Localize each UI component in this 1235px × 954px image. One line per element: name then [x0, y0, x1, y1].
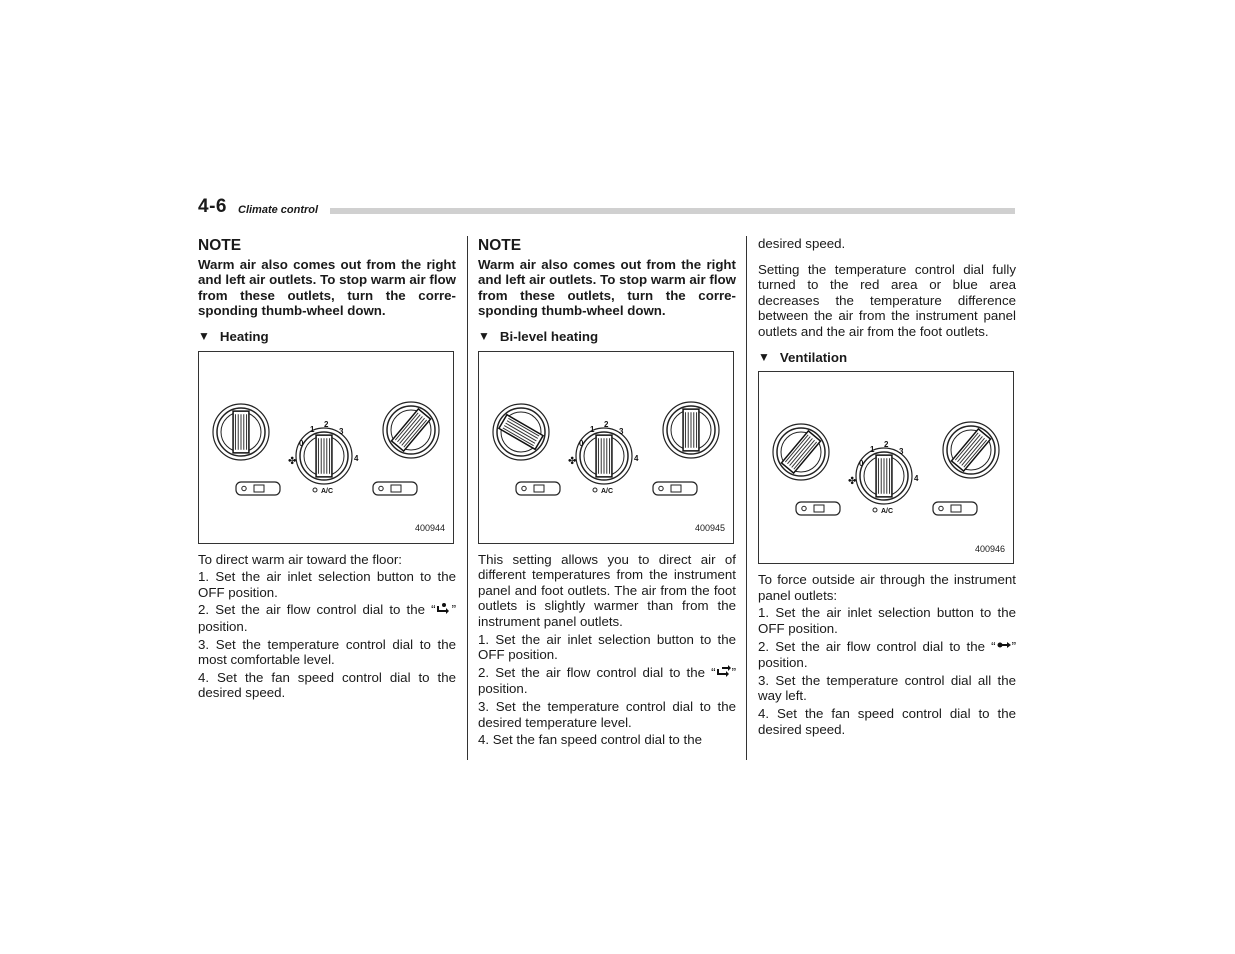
fan-speed-label: 0 — [299, 438, 304, 448]
airflow-control-dial — [493, 404, 549, 460]
ac-indicator-icon — [313, 488, 317, 492]
page-number: 4-6 — [198, 196, 227, 217]
figure-id: 400945 — [694, 522, 725, 533]
vent-airflow-icon — [996, 639, 1012, 656]
temperature-control-dial — [663, 402, 719, 458]
note-text: Warm air also comes out from the right and left air outlets. To stop warm air flow from these outlets, turn the corre-sponding thumb-wheel down. — [478, 256, 736, 319]
fan-speed-label: 1 — [590, 424, 595, 434]
airflow-control-dial — [213, 404, 269, 460]
step-4: 4. Set the fan speed control dial to the desired speed. — [758, 705, 1016, 737]
step-3: 3. Set the temperature control dial to the most comfortable level. — [198, 636, 456, 668]
column-divider-2 — [746, 236, 747, 760]
figure-heating-panel — [198, 351, 454, 544]
temperature-control-dial — [383, 402, 439, 458]
intro-text: To direct warm air toward the floor: — [198, 551, 402, 567]
step-1: 1. Set the air inlet selection button to the OFF position. — [478, 631, 736, 663]
fan-speed-label: 1 — [310, 424, 315, 434]
bilevel-airflow-icon — [716, 665, 732, 682]
step-2: 2. Set the air flow control dial to the “ ” position. — [478, 664, 736, 697]
heading-heating — [198, 329, 456, 345]
step-4: 4. Set the fan speed control dial to the — [478, 732, 702, 748]
step-1: 1. Set the air inlet selection button to the OFF position. — [758, 605, 1016, 636]
heading-label: Heating — [219, 328, 269, 344]
fan-speed-label: 4 — [914, 474, 919, 484]
rear-defogger-button — [516, 482, 560, 495]
step-3: 3. Set the temperature control dial all the way left. — [758, 672, 1016, 704]
fan-speed-label: 3 — [899, 447, 904, 457]
fan-icon: ✤ — [568, 455, 577, 467]
header-bar — [330, 208, 1015, 214]
fan-speed-label: 3 — [619, 426, 624, 436]
heading-label: Ventilation — [779, 349, 848, 365]
heading-bilevel — [478, 329, 736, 345]
continued-text: desired speed. — [758, 236, 846, 251]
triangle-down-icon: ▼ — [758, 349, 770, 364]
fan-speed-label: 4 — [354, 453, 359, 463]
fan-speed-label: 0 — [859, 459, 864, 469]
column-heating — [198, 236, 456, 703]
heading-label: Bi-level heating — [499, 328, 599, 344]
ac-indicator-icon — [593, 488, 597, 492]
fan-speed-dial — [856, 448, 912, 504]
ac-label: A/C — [321, 487, 334, 495]
fan-speed-label: 1 — [870, 445, 875, 455]
triangle-down-icon: ▼ — [478, 328, 490, 343]
figure-id: 400946 — [974, 543, 1005, 554]
air-inlet-selection-button — [373, 482, 417, 495]
paragraph-text: Setting the temperature control dial fully turned to the red area or blue area decreases the temperature difference between the air from the instrument panel outlets and the air from the foot outlets. — [758, 261, 1016, 339]
column-ventilation — [758, 236, 1016, 739]
air-inlet-selection-button — [653, 482, 697, 495]
fan-speed-label: 2 — [884, 440, 889, 450]
fan-speed-dial — [296, 428, 352, 484]
column-divider-1 — [467, 236, 468, 760]
step-1: 1. Set the air inlet selection button to the OFF position. — [198, 569, 456, 600]
fan-icon: ✤ — [848, 476, 857, 488]
figure-ventilation-panel — [758, 371, 1014, 564]
note-text: Warm air also comes out from the right and left air outlets. To stop warm air flow from these outlets, turn the corre-sponding thumb-wheel down. — [198, 256, 456, 319]
air-inlet-selection-button — [933, 502, 977, 515]
column-bilevel — [478, 236, 736, 750]
ac-indicator-icon — [873, 508, 877, 512]
heading-ventilation — [758, 350, 1016, 366]
intro-text: To force outside air through the instrument panel outlets: — [758, 572, 1016, 603]
foot-airflow-icon — [436, 602, 452, 619]
step-3: 3. Set the temperature control dial to the desired temperature level. — [478, 698, 736, 730]
fan-speed-label: 0 — [579, 438, 584, 448]
fan-speed-label: 4 — [634, 453, 639, 463]
step-2: 2. Set the air flow control dial to the “ ” position. — [198, 602, 456, 634]
ac-label: A/C — [881, 508, 894, 516]
rear-defogger-button — [796, 502, 840, 515]
note-title: NOTE — [478, 237, 522, 254]
airflow-control-dial — [773, 424, 829, 480]
temperature-control-dial — [943, 422, 999, 478]
section-title: Climate control — [238, 204, 319, 216]
page-header — [198, 196, 1015, 218]
fan-speed-label: 3 — [339, 426, 344, 436]
figure-bilevel-panel — [478, 351, 734, 544]
fan-speed-dial — [576, 428, 632, 484]
fan-speed-label: 2 — [604, 419, 609, 429]
triangle-down-icon: ▼ — [198, 328, 210, 343]
ac-label: A/C — [601, 487, 614, 495]
fan-speed-label: 2 — [324, 419, 329, 429]
intro-text: This setting allows you to direct air of different temperatures from the instrument panel and foot outlets. The air from the foot outlets is slightly warmer than from the instrument panel outlets. — [478, 551, 736, 629]
step-4: 4. Set the fan speed control dial to the desired speed. — [198, 669, 456, 701]
note-title: NOTE — [198, 237, 242, 254]
fan-icon: ✤ — [288, 455, 297, 467]
step-2: 2. Set the air flow control dial to the “ ” position. — [758, 638, 1016, 671]
figure-id: 400944 — [414, 522, 445, 533]
rear-defogger-button — [236, 482, 280, 495]
